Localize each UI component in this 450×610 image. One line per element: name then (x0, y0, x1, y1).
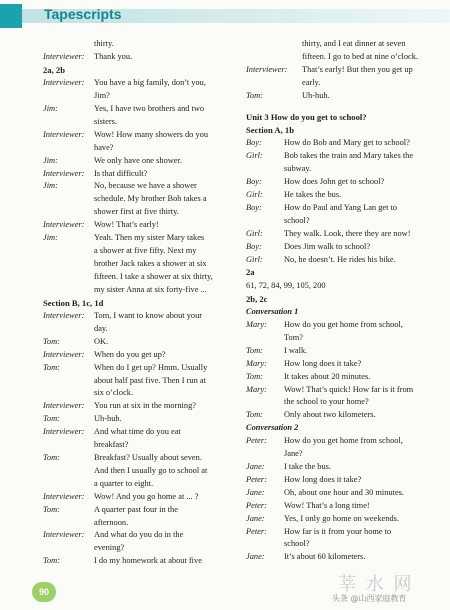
speaker-label: Interviewer: (43, 311, 85, 321)
dialogue-line (246, 51, 442, 64)
speaker-label: Interviewer: (43, 168, 85, 178)
speaker-label: Girl: (246, 151, 263, 161)
dialogue-line (246, 551, 442, 564)
speaker-label: Mary: (246, 358, 267, 368)
section-heading: Section B, 1c, 1d (43, 297, 104, 308)
speaker-label: Tom: (246, 371, 263, 381)
dialogue-line (43, 465, 243, 478)
dialogue-text: How do Bob and Mary get to school? (284, 138, 410, 148)
dialogue-text: You have a big family, don’t you, (94, 78, 206, 88)
dialogue-text: thirty. (94, 39, 114, 48)
speaker-label: Interviewer: (43, 51, 85, 61)
dialogue-text: Yes, I have two brothers and two (94, 104, 205, 114)
dialogue-line (43, 142, 243, 155)
dialogue-line (246, 474, 442, 487)
dialogue-text: Wow! That’s a long time! (284, 500, 370, 510)
dialogue-line (43, 323, 243, 336)
dialogue-text: No, because we have a shower (94, 181, 197, 191)
speaker-label: Girl: (246, 228, 263, 238)
speaker-label: Peter: (246, 526, 267, 536)
speaker-label: Peter: (246, 474, 267, 484)
dialogue-text: When do I get up? Hmm. Usually (94, 362, 208, 372)
dialogue-line (246, 64, 442, 77)
speaker-label: Tom: (43, 336, 60, 346)
right-column (246, 38, 442, 564)
dialogue-text: How do Paul and Yang Lan get to (284, 202, 398, 212)
dialogue-line (246, 538, 442, 551)
dialogue-text: How far is it from your home to (284, 526, 392, 536)
speaker-label: Boy: (246, 202, 262, 212)
section-heading: Section A, 1b (246, 124, 294, 135)
dialogue-text: Wow! That’s early! (94, 220, 159, 230)
section-heading: 2a, 2b (43, 64, 65, 75)
dialogue-line (43, 271, 243, 284)
dialogue-text: subway. (284, 164, 312, 174)
dialogue-line (43, 51, 243, 64)
dialogue-text: They walk. Look, there they are now! (284, 228, 411, 238)
dialogue-text: Yes, I only go home on weekends. (284, 513, 399, 523)
dialogue-line (43, 116, 243, 129)
dialogue-text: Only about two kilometers. (284, 410, 376, 420)
dialogue-text: fifteen. I take a shower at six thirty, (94, 271, 213, 281)
dialogue-line (246, 319, 442, 332)
dialogue-line (43, 413, 243, 426)
dialogue-line (246, 228, 442, 241)
dialogue-text: He takes the bus. (284, 189, 342, 199)
speaker-label: Mary: (246, 320, 267, 330)
dialogue-line (246, 384, 442, 397)
dialogue-text: It takes about 20 minutes. (284, 371, 371, 381)
speaker-label: Peter: (246, 436, 267, 446)
dialogue-line (246, 500, 442, 513)
dialogue-text: When do you get up? (94, 349, 166, 359)
speaker-label: Tom: (246, 90, 263, 100)
dialogue-line (246, 332, 442, 345)
dialogue-line (246, 241, 442, 254)
dialogue-line (246, 215, 442, 228)
dialogue-text: Thank you. (94, 51, 133, 61)
dialogue-text: Wow! How many showers do you (94, 129, 209, 139)
dialogue-line (246, 189, 442, 202)
dialogue-line (43, 219, 243, 232)
dialogue-line (246, 163, 442, 176)
dialogue-line (43, 400, 243, 413)
speaker-label: Jim: (43, 155, 58, 165)
speaker-label: Tom: (246, 345, 263, 355)
page-title: Tapescripts (44, 6, 122, 22)
dialogue-text: I walk. (284, 345, 308, 355)
dialogue-line (43, 168, 243, 181)
speaker-label: Mary: (246, 384, 267, 394)
speaker-label: Peter: (246, 500, 267, 510)
page-header (0, 0, 450, 30)
dialogue-line (43, 245, 243, 258)
dialogue-text: Wow! And you go home at ... ? (94, 491, 199, 501)
dialogue-line (246, 202, 442, 215)
dialogue-text: school? (284, 539, 310, 549)
speaker-label: Interviewer: (43, 427, 85, 437)
dialogue-text: six o’clock. (94, 388, 134, 398)
speaker-label: Jim: (43, 104, 58, 114)
speaker-label: Interviewer: (43, 349, 85, 359)
dialogue-line (43, 180, 243, 193)
section-heading: 2b, 2c (246, 293, 268, 304)
dialogue-text: shower first at five thirty. (94, 207, 179, 217)
speaker-label: Jane: (246, 462, 265, 471)
speaker-label: Girl: (246, 189, 263, 199)
dialogue-text: That’s early! But then you get up (302, 64, 413, 74)
speaker-label: Tom: (43, 362, 60, 372)
dialogue-text: have? (94, 142, 114, 152)
dialogue-line (43, 555, 243, 568)
dialogue-text: school? (284, 215, 310, 225)
dialogue-line (43, 206, 243, 219)
dialogue-text: my sister Anna at six forty-five ... (94, 284, 207, 294)
dialogue-line (43, 452, 243, 465)
dialogue-text: It’s about 60 kilometers. (284, 552, 366, 562)
dialogue-line (246, 176, 442, 189)
dialogue-line (43, 310, 243, 323)
dialogue-text: And what time do you eat (94, 427, 181, 437)
dialogue-line (43, 77, 243, 90)
dialogue-text: Jane? (284, 449, 303, 459)
speaker-label: Tom: (43, 453, 60, 462)
dialogue-text: How does John get to school? (284, 177, 385, 187)
number-list: 61, 72, 84, 99, 105, 200 (246, 280, 326, 290)
dialogue-text: Jim? (94, 91, 110, 101)
speaker-label: Interviewer: (43, 220, 85, 230)
dialogue-line (246, 90, 442, 103)
dialogue-text: thirty, and I eat dinner at seven (302, 39, 406, 48)
speaker-label: Boy: (246, 241, 262, 251)
dialogue-line (43, 258, 243, 271)
dialogue-line (43, 38, 243, 51)
dialogue-line (246, 38, 442, 51)
dialogue-text: Does Jim walk to school? (284, 241, 371, 251)
page-number: 90 (32, 582, 56, 602)
dialogue-text: No, he doesn’t. He rides his bike. (284, 254, 396, 264)
dialogue-text: We only have one shower. (94, 155, 182, 165)
dialogue-text: brother Jack takes a shower at six (94, 258, 207, 268)
dialogue-line (246, 254, 442, 267)
speaker-label: Jane: (246, 513, 265, 523)
speaker-label: Tom: (246, 410, 263, 420)
dialogue-text: You run at six in the morning? (94, 401, 196, 411)
dialogue-text: the school to your home? (284, 397, 369, 407)
speaker-label: Tom: (43, 504, 60, 514)
conversation-heading: Conversation 2 (246, 423, 299, 433)
dialogue-text: Uh-huh. (302, 90, 330, 100)
dialogue-text: schedule. My brother Bob takes a (94, 194, 207, 204)
dialogue-line (43, 232, 243, 245)
speaker-label: Boy: (246, 138, 262, 148)
dialogue-line (43, 336, 243, 349)
dialogue-line (246, 435, 442, 448)
speaker-label: Interviewer: (246, 64, 288, 74)
dialogue-line (246, 526, 442, 539)
dialogue-line (43, 155, 243, 168)
dialogue-text: And then I usually go to school at (94, 465, 208, 475)
dialogue-line (246, 345, 442, 358)
dialogue-line (246, 358, 442, 371)
dialogue-text: sisters. (94, 116, 118, 126)
dialogue-text: a shower at five fifty. Next my (94, 246, 197, 255)
speaker-label: Jim: (43, 233, 58, 243)
dialogue-text: Breakfast? Usually about seven. (94, 453, 202, 462)
speaker-label: Girl: (246, 254, 263, 264)
dialogue-line (246, 487, 442, 500)
dialogue-text: afternoon. (94, 517, 129, 527)
dialogue-line (246, 371, 442, 384)
dialogue-text: OK. (94, 336, 109, 346)
dialogue-line (246, 396, 442, 409)
dialogue-line (43, 517, 243, 530)
dialogue-text: A quarter past four in the (94, 504, 178, 514)
speaker-label: Interviewer: (43, 401, 85, 411)
dialogue-text: I take the bus. (284, 462, 331, 471)
dialogue-text: I do my homework at about five (94, 556, 202, 566)
dialogue-text: breakfast? (94, 440, 129, 450)
watermark-caption: 头条 @山西家庭教育 (332, 594, 407, 603)
watermark-logo: 莘 水 网 (338, 574, 414, 595)
dialogue-line (43, 439, 243, 452)
dialogue-line (246, 513, 442, 526)
speaker-label: Interviewer: (43, 530, 85, 540)
dialogue-text: Oh, about one hour and 30 minutes. (284, 487, 405, 497)
dialogue-line (246, 461, 442, 474)
dialogue-line (43, 426, 243, 439)
dialogue-text: a quarter to eight. (94, 478, 154, 488)
left-column (43, 38, 243, 568)
dialogue-text: Tom? (284, 332, 303, 342)
speaker-label: Jane: (246, 552, 265, 562)
dialogue-line (43, 375, 243, 388)
dialogue-line (43, 90, 243, 103)
dialogue-line (246, 77, 442, 90)
dialogue-line (246, 137, 442, 150)
dialogue-text: Bob takes the train and Mary takes the (284, 151, 414, 161)
speaker-label: Jane: (246, 487, 265, 497)
dialogue-text: How long does it take? (284, 474, 362, 484)
dialogue-text: How do you get home from school, (284, 436, 403, 446)
section-heading: 2a (246, 267, 255, 278)
dialogue-line (43, 387, 243, 400)
speaker-label: Tom: (43, 556, 60, 566)
dialogue-text: Uh-huh. (94, 414, 122, 424)
dialogue-text: fifteen. I go to bed at nine o’clock. (302, 51, 419, 61)
dialogue-line (43, 529, 243, 542)
dialogue-line (43, 103, 243, 116)
dialogue-text: about half past five. Then I run at (94, 375, 206, 385)
dialogue-line (43, 193, 243, 206)
dialogue-text: How do you get home from school, (284, 320, 403, 330)
dialogue-text: Tom, I want to know about your (94, 311, 203, 321)
speaker-label: Interviewer: (43, 129, 85, 139)
dialogue-text: day. (94, 323, 108, 333)
section-heading: Unit 3 How do you get to school? (246, 111, 367, 122)
dialogue-line (43, 542, 243, 555)
dialogue-text: And what do you do in the (94, 530, 184, 540)
dialogue-line (43, 491, 243, 504)
speaker-label: Interviewer: (43, 491, 85, 501)
dialogue-text: Is that difficult? (94, 168, 148, 178)
dialogue-line (43, 129, 243, 142)
dialogue-text: Yeah. Then my sister Mary takes (94, 233, 205, 243)
dialogue-line (43, 362, 243, 375)
dialogue-line (43, 349, 243, 362)
dialogue-text: Wow! That’s quick! How far is it from (284, 384, 414, 394)
speaker-label: Jim: (43, 181, 58, 191)
dialogue-line (43, 478, 243, 491)
header-accent-block (0, 4, 22, 28)
dialogue-line (246, 448, 442, 461)
dialogue-text: early. (302, 77, 321, 87)
dialogue-text: How long does it take? (284, 358, 362, 368)
dialogue-line (43, 504, 243, 517)
dialogue-line (43, 284, 243, 297)
speaker-label: Interviewer: (43, 78, 85, 88)
dialogue-line (246, 150, 442, 163)
dialogue-text: evening? (94, 543, 125, 553)
conversation-heading: Conversation 1 (246, 307, 299, 317)
speaker-label: Tom: (43, 414, 60, 424)
dialogue-line (246, 409, 442, 422)
speaker-label: Boy: (246, 177, 262, 187)
